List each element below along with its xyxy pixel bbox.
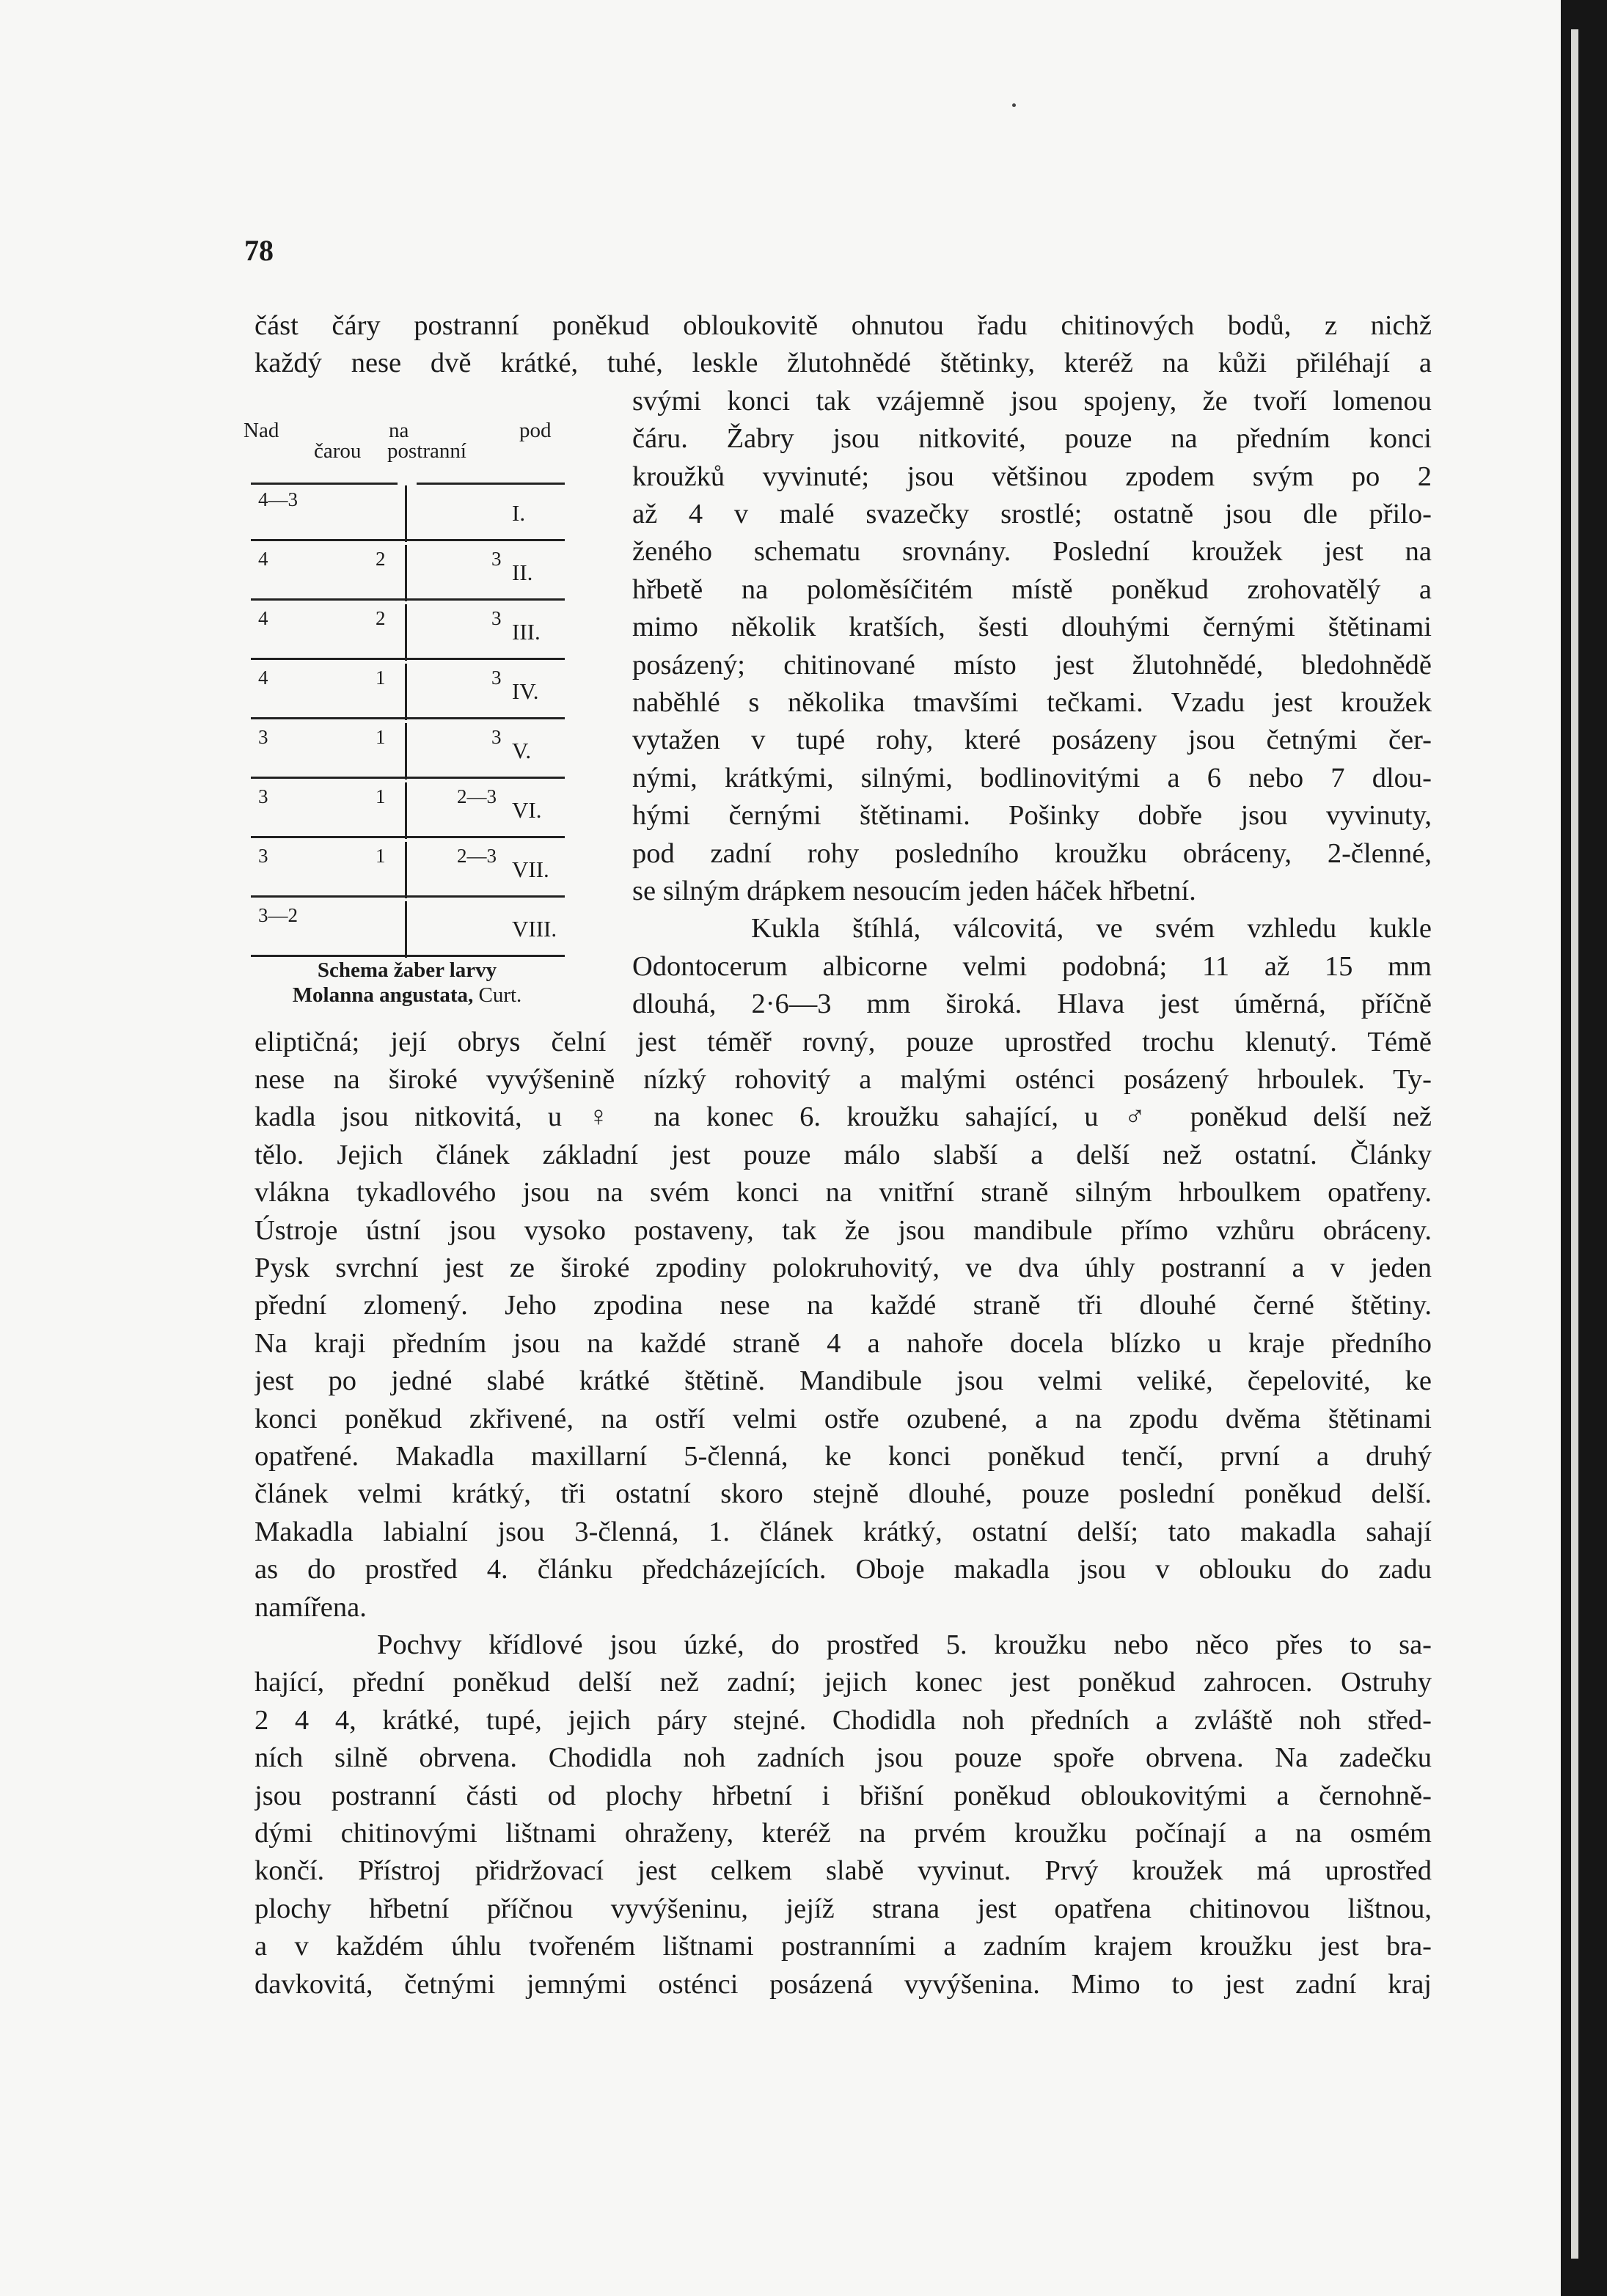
text-line: čáru. Žabry jsou nitkovité, pouze na předním konci (632, 423, 1432, 455)
schema-lateral-line (405, 485, 407, 542)
text-line: se silným drápkem nesoucím jeden háček hřbetní. (632, 876, 1196, 906)
text-line: as do prostřed 4. článku předcházejících. Oboje makadla jsou v oblouku do zadu (255, 1554, 1432, 1585)
schema-caption-species (253, 983, 561, 1008)
schema-na-count: 2 (376, 607, 386, 629)
text-line: Odontocerum albicorne velmi podobná; 11 až 15 mm (632, 950, 1432, 982)
text-line: eliptičná; její obrys čelní jest téměř rovný, pouze uprostřed trochu klenutý. Témě (255, 1026, 1432, 1057)
schema-lateral-line (405, 842, 407, 898)
schema-nad-count: 3 (258, 785, 268, 807)
kukla-paragraph-start: Kukla štíhlá, válcovitá, ve svém vzhledu kukle (751, 913, 1432, 945)
schema-nad-count: 3 (258, 726, 268, 748)
text-line: ních silně obrvena. Chodidla noh zadních jsou pouze spoře obrvena. Na zadečku (255, 1742, 1432, 1774)
text-line: dými chitinovými lištnami ohraženy, kteréž na prvém kroužku počínají a na osmém (255, 1818, 1432, 1849)
schema-header-nad: Nad (244, 419, 279, 442)
text-line: svými konci tak vzájemně jsou spojeny, že tvoří lomenou (632, 385, 1432, 417)
schema-na-count: 1 (376, 845, 386, 867)
schema-caption-author: Curt. (478, 983, 522, 1007)
text-line: namířena. (255, 1591, 367, 1623)
schema-na-count: 2 (376, 548, 386, 570)
text-line: konci poněkud zkřivené, na ostří velmi ostře ozubené, a na zpodu dvěma štětinami (255, 1403, 1432, 1434)
text-line: článek velmi krátký, tři ostatní skoro stejně dlouhé, pouze poslední poněkud delší. (255, 1478, 1432, 1510)
schema-caption-title: Schema žaber larvy (317, 958, 497, 982)
text-line: část čáry postranní poněkud obloukovitě ohnutou řadu chitinových bodů, z nichž (255, 310, 1432, 341)
schema-segment-number: III. (512, 619, 541, 645)
text-line: ženého schematu srovnány. Poslední kroužek jest na (632, 536, 1432, 568)
text-line: mimo několik kratších, šesti dlouhými černými štětinami (632, 612, 1432, 643)
schema-rule (251, 836, 565, 838)
schema-header-carou: čarou (314, 439, 362, 463)
schema-pod-count: 3 (491, 607, 502, 629)
text-line: jsou postranní části od plochy hřbetní i břišní poněkud obloukovitými a černohně- (255, 1780, 1432, 1811)
schema-segment-number: V. (512, 738, 532, 763)
paragraph-start: Pochvy křídlové jsou úzké, do prostřed 5. kroužku nebo něco přes to sa- (377, 1629, 1432, 1660)
text-line: naběhlé s několika tmavšími tečkami. Vzadu jest kroužek (632, 687, 1432, 718)
text-line: jest po jedné slabé krátké štětině. Mandibule jsou velmi veliké, čepelovité, ke (255, 1365, 1432, 1397)
schema-rule (251, 895, 565, 898)
text-line: opatřené. Makadla maxillarní 5-členná, ke konci poněkud tenčí, první a druhý (255, 1441, 1432, 1472)
schema-caption-species-name: Molanna angustata, (292, 983, 474, 1007)
text-line: hřbetě na poloměsíčitém místě poněkud zrohovatělý a (632, 573, 1432, 605)
schema-rule (417, 483, 565, 485)
schema-na-count: 1 (376, 667, 386, 689)
schema-segment-number: VI. (512, 797, 542, 823)
schema-nad-count: 4 (258, 667, 268, 689)
text-line: posázený; chitinované místo jest žlutohnědé, bledohnědě (632, 649, 1432, 681)
text-line: končí. Přístroj přidržovací jest celkem slabě vyvinut. Prvý kroužek má uprostřed (255, 1855, 1432, 1887)
text-line: davkovitá, četnými jemnými osténci posázená vyvýšenina. Mimo to jest zadní kraj (255, 1968, 1432, 2000)
text-line: tělo. Jejich článek základní jest pouze málo slabší a delší než ostatní. Články (255, 1139, 1432, 1170)
page-number: 78 (244, 234, 274, 267)
text-line: dlouhá, 2·6—3 mm široká. Hlava jest úměrná, příčně (632, 989, 1432, 1020)
schema-segment-number: VIII. (512, 916, 557, 942)
text-line: přední zlomený. Jeho zpodina nese na každé straně tři dlouhé černé štětiny. (255, 1290, 1432, 1321)
schema-pod-count: 2—3 (457, 785, 497, 807)
text-line: plochy hřbetní příčnou vyvýšeninu, jejíž strana jest opatřena chitinovou lištnou, (255, 1893, 1432, 1924)
schema-rule (251, 955, 565, 957)
schema-nad-count: 3—2 (258, 904, 298, 926)
schema-pod-count: 2—3 (457, 845, 497, 867)
schema-rule (251, 598, 565, 601)
schema-nad-count: 4—3 (258, 488, 298, 510)
schema-rule (251, 539, 565, 541)
schema-lateral-line (405, 782, 407, 839)
schema-na-count: 1 (376, 785, 386, 807)
schema-nad-count: 4 (258, 548, 268, 570)
text-line: pod zadní rohy posledního kroužku obráceny, 2-členné, (632, 837, 1432, 869)
schema-lateral-line (405, 545, 407, 601)
text-line: vytažen v tupé rohy, které posázeny jsou četnými čer- (632, 725, 1432, 756)
schema-lateral-line (405, 664, 407, 720)
page-edge (1571, 29, 1578, 2259)
text-line: hými černými štětinami. Pošinky dobře jsou vyvinuty, (632, 800, 1432, 832)
text-line: kroužků vyvinuté; jsou většinou zpodem svým po 2 (632, 461, 1432, 492)
schema-pod-count: 3 (491, 667, 502, 689)
speck (1012, 103, 1016, 107)
schema-lateral-line (405, 901, 407, 958)
schema-rule (251, 717, 565, 719)
schema-rule (251, 777, 565, 779)
text-line: až 4 v malé svazečky srostlé; ostatně jsou dle přilo- (632, 499, 1432, 529)
schema-pod-count: 3 (491, 726, 502, 748)
schema-pod-count: 3 (491, 548, 502, 570)
text-line: nese na široké vyvýšenině nízký rohovitý a malými osténci posázený hrboulek. Ty- (255, 1064, 1432, 1095)
schema-lateral-line (405, 604, 407, 661)
text-line: kadla jsou nitkovitá, u ♀ na konec 6. kroužku sahající, u ♂ poněkud delší než (255, 1101, 1432, 1133)
schema-nad-count: 4 (258, 607, 268, 629)
text-line: a v každém úhlu tvořeném lištnami postranními a zadním krajem kroužku jest bra- (255, 1931, 1432, 1962)
text-line: hající, přední poněkud delší než zadní; jejich konec jest poněkud zahrocen. Ostruhy (255, 1667, 1432, 1698)
schema-header-na: na (389, 419, 409, 442)
schema-segment-number: VII. (512, 857, 549, 882)
text-line: Na kraji předním jsou na každé straně 4 a nahoře docela blízko u kraje předního (255, 1327, 1432, 1359)
schema-segment-number: II. (512, 560, 533, 585)
text-line: nými, krátkými, silnými, bodlinovitými a 6 nebo 7 dlou- (632, 762, 1432, 793)
schema-lateral-line (405, 723, 407, 780)
schema-header-pod: pod (519, 419, 552, 442)
schema-segment-number: IV. (512, 678, 539, 704)
text-line: Makadla labialní jsou 3-členná, 1. článek krátký, ostatní delší; tato makadla sahají (255, 1516, 1432, 1547)
text-line: Ústroje ústní jsou vysoko postaveny, tak že jsou mandibule přímo vzhůru obráceny. (255, 1214, 1432, 1246)
schema-nad-count: 3 (258, 845, 268, 867)
book-edge (1561, 0, 1607, 2296)
text-line: vlákna tykadlového jsou na svém konci na vnitřní straně silným hrboulkem opatřeny. (255, 1177, 1432, 1208)
gill-schema-diagram (242, 419, 579, 1021)
schema-na-count: 1 (376, 726, 386, 748)
schema-header-postranni: postranní (387, 439, 466, 463)
text-line: 2 4 4, krátké, tupé, jejich páry stejné. Chodidla noh předních a zvláště noh střed- (255, 1704, 1432, 1736)
schema-rule (251, 483, 398, 485)
schema-segment-number: I. (512, 500, 526, 526)
text-line: každý nese dvě krátké, tuhé, leskle žlutohnědé štětinky, kteréž na kůži přiléhají a (255, 348, 1432, 379)
text-line: Pysk svrchní jest ze široké zpodiny polokruhovitý, ve dva úhly postranní a v jeden (255, 1252, 1432, 1283)
schema-rule (251, 658, 565, 660)
